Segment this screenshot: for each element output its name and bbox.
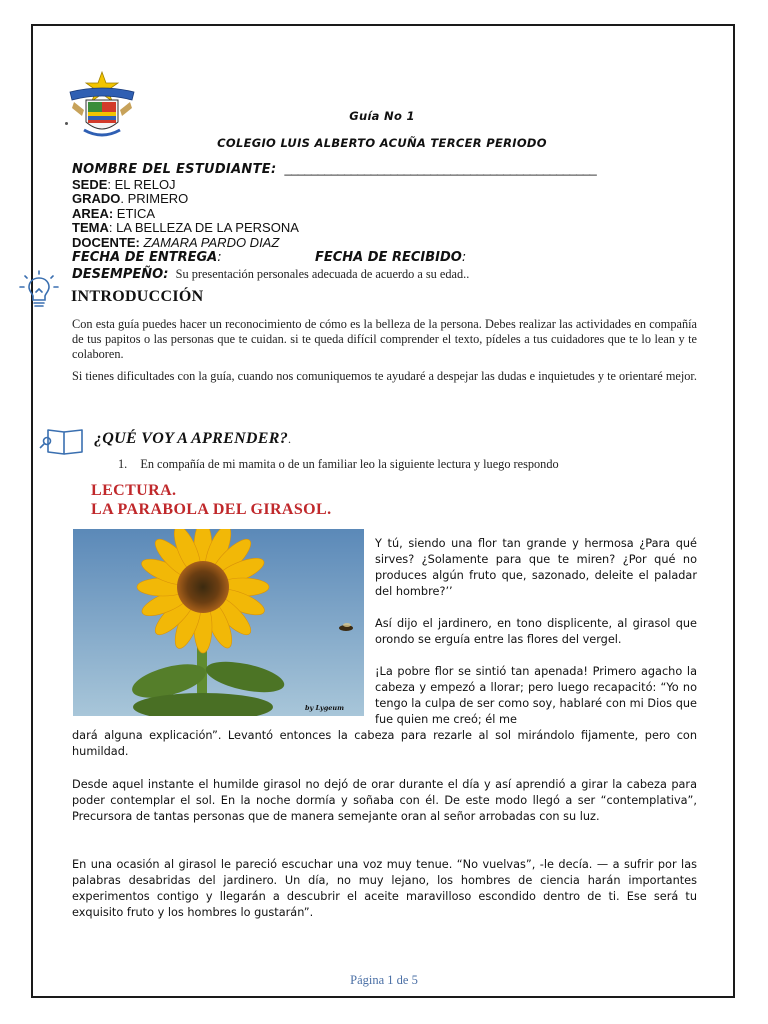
lectura-side-paragraph-2: Así dijo el jardinero, en tono displicente, al girasol que orondo se erguía entre las flores del vergel. [375,617,697,646]
aprender-item [118,457,698,472]
lectura-continued-paragraph-3: dará alguna explicación”. Levantó entonces la cabeza para rezarle al sol mirándolo fijamente, pero con humildad. [72,729,697,758]
lectura-side-paragraph-1: Y tú, siendo una flor tan grande y hermosa ¿Para qué sirves? ¿Solamente para que te miren? ¿Por qué no produces algún fruto que, sazonado, deleite el paladar del hombre?’’ [375,537,697,598]
grado-value: . PRIMERO [120,191,189,206]
docente-label: DOCENTE: [72,234,140,250]
image-credit: by Lygeum [305,704,344,712]
grado-row [72,192,692,207]
desempeno-row [72,267,692,283]
aprender-item-text: En compañía de mi mamita o de un familiar leo la siguiente lectura y luego respondo [140,457,559,471]
area-value: ETICA [113,205,156,221]
desempeno-label: DESEMPEÑO: [72,266,169,282]
school-crest [64,70,140,142]
docente-row [72,236,692,251]
area-row [72,207,692,222]
page-number: Página 1 de 5 [350,973,418,987]
docente-value: ZAMARA PARDO DIAZ [139,234,280,250]
aprender-heading-row [94,430,291,448]
desempeno-value: Su presentación personales adecuada de acuerdo a su edad.. [175,266,470,281]
student-name-row [72,162,692,178]
sede-label: SEDE [72,176,108,192]
fecha-entrega-value: : [217,250,222,265]
lightbulb-icon [17,270,61,310]
lectura-title: LA PARABOLA DEL GIRASOL. [91,501,332,518]
tema-row [72,221,692,236]
aprender-item-number: 1. [118,457,128,471]
introduccion-paragraph-2: Si tienes dificultades con la guía, cuando nos comuniquemos te ayudaré a despejar las dudas e inquietudes y te orientaré mejor. [72,369,697,383]
aprender-heading: ¿QUÉ VOY A APRENDER? [94,430,289,447]
lectura-paragraph-5: En una ocasión al girasol le pareció escuchar una voz muy tenue. “No vuelvas”, -le decía. — a sufrir por las palabras desabridas del jardinero. Un día, no muy lejano, los hombres de ciencia harán importantes experimentos contigo y llegarán a descubrir el aceite maravilloso escondido dentro de ti. Ese será tu exquisito fruto y los hombres lo gustarán”. [72,858,697,919]
fecha-recibido-label: FECHA DE RECIBIDO [315,250,462,265]
introduccion-heading: INTRODUCCIÓN [71,288,204,305]
student-name-label: NOMBRE DEL ESTUDIANTE: [72,162,277,177]
open-book-icon [38,426,88,458]
area-label: AREA: [72,205,114,221]
sunflower-image [73,529,364,716]
tema-label: TEMA [72,220,109,235]
margin-dot [65,122,68,125]
lectura-paragraph-4: Desde aquel instante el humilde girasol no dejó de orar durante el día y así aprendió a girar la cabeza para poder contemplar el sol. En la noche dormía y soñaba con él. De este modo llegó a ser “contemplativa”, Precursora de tantas personas que de manera semejante oran al señor arrobadas con su luz. [72,778,697,823]
sede-row [72,178,692,193]
tema-value: : LA BELLEZA DE LA PERSONA [108,220,299,235]
guide-title: Guía No 1 [349,109,415,123]
introduccion-paragraph-1: Con esta guía puedes hacer un reconocimiento de cómo es la belleza de la persona. Debes realizar las actividades en compañía de tus papitos o las personas que te cuidan. si te queda difícil comprender el texto, pídeles a tus cuidadores que te lo lean y te colaboren. [72,317,697,361]
school-title: COLEGIO LUIS ALBERTO ACUÑA TERCER PERIODO [217,136,547,150]
aprender-heading-suffix: . [288,432,292,446]
fecha-recibido-value: : [461,250,467,265]
lectura-side-paragraph-3: ¡La pobre flor se sintió tan apenada! Primero agacho la cabeza y empezó a llorar; pero luego recapacitó: “Yo no tengo la culpa de ser como soy, hablaré con mi Dios que fue quien me creó; él me [375,665,697,726]
student-info [72,162,692,282]
sede-value: : EL RELOJ [107,176,176,192]
grado-label: GRADO [72,191,121,206]
student-name-blank[interactable]: _______________________________________________ [284,161,597,176]
lectura-label: LECTURA. [91,482,177,499]
fechas-row [72,250,692,266]
fecha-entrega-label: FECHA DE ENTREGA [72,250,218,265]
